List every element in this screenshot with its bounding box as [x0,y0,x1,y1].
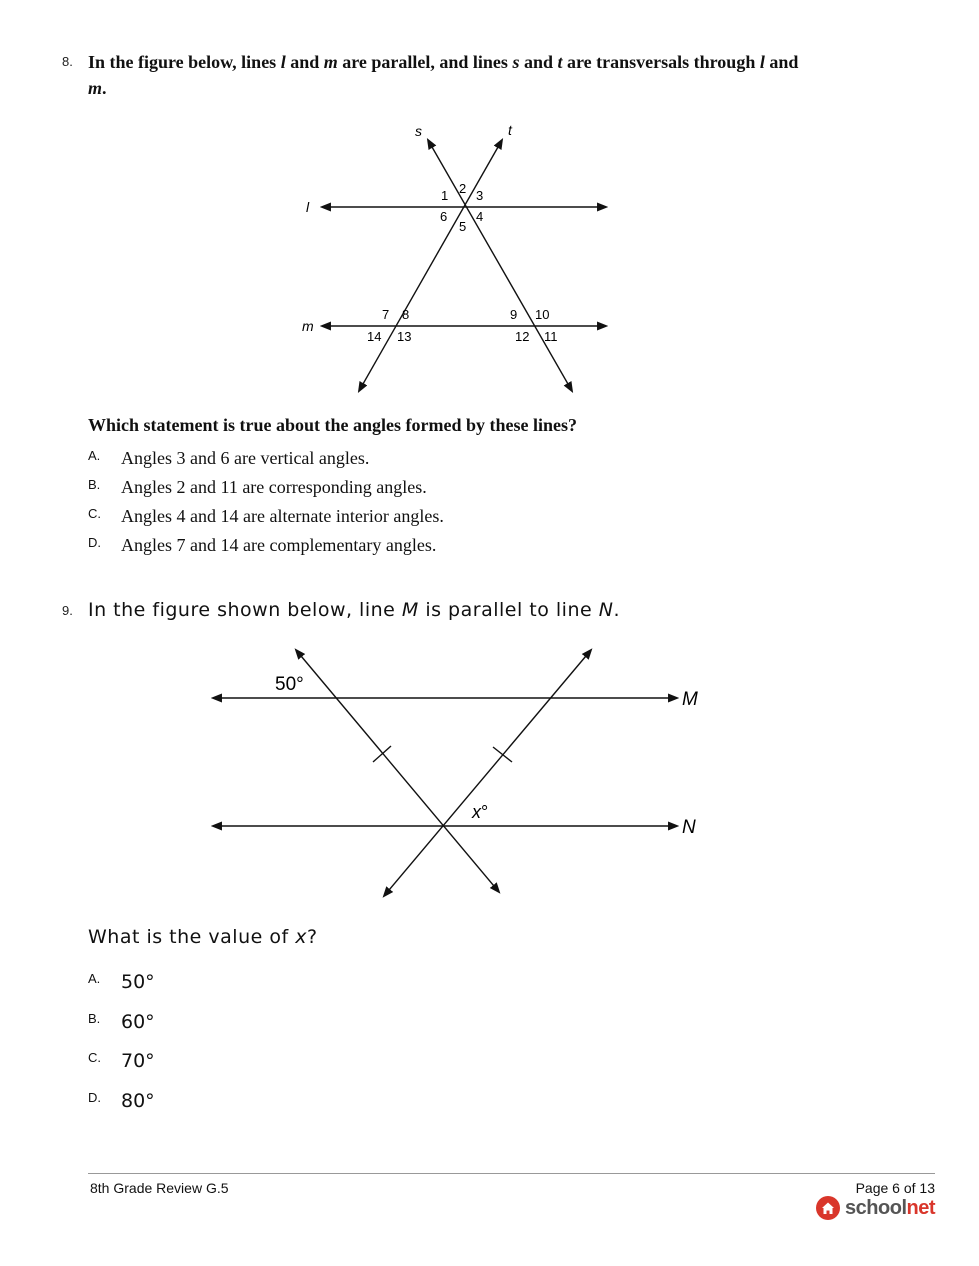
q8-choice-a-letter: A. [88,448,101,463]
q8-stem-line1 [88,49,928,75]
q8-angle-7: 7 [382,307,390,322]
q8-angle-2: 2 [459,181,467,196]
q8-angle-1: 1 [441,188,449,203]
q8-choice-c-text: Angles 4 and 14 are alternate interior angles. [121,506,444,526]
q9-label-x-degree: ° [481,802,489,822]
q9-transversal-1 [296,650,499,892]
q8-choice-b-text: Angles 2 and 11 are corresponding angles. [121,477,427,497]
q9-question-seg-1: x [295,926,307,948]
page-number: Page 6 of 13 [855,1180,935,1196]
q9-choice-b-text: 60° [121,1011,155,1033]
q8-stem-line1-seg-2: and [285,52,324,72]
q8-line-s [428,140,572,391]
q8-choice-d[interactable] [88,535,436,556]
q8-angle-14: 14 [367,329,382,344]
q8-number: 8. [62,54,73,69]
q9-question [88,926,318,948]
q8-stem-line2-seg-0: m [88,78,103,98]
q9-stem-seg-3: N [598,599,614,621]
q8-stem-line1-seg-0: In the figure below, lines [88,52,281,72]
q8-stem-line1-seg-1: l [280,52,286,72]
q9-choice-c-letter: C. [88,1050,101,1065]
q9-label-x-var: x [472,802,481,822]
q9-stem-seg-2: is parallel to line [418,599,599,621]
q8-angle-11: 11 [544,329,558,344]
q8-figure [0,115,979,415]
q8-stem-line1-seg-8: are transversals through [562,52,760,72]
q9-label-n: N [682,817,696,838]
q8-angle-5: 5 [459,219,467,234]
q9-stem-seg-4: . [613,599,620,621]
footer-title: 8th Grade Review G.5 [90,1180,229,1196]
q9-choice-a[interactable] [88,971,155,993]
q8-stem-line1-seg-7: t [557,52,563,72]
logo-net: net [906,1196,935,1219]
q9-choice-d-letter: D. [88,1090,101,1105]
q9-choice-b[interactable] [88,1011,155,1033]
q8-stem-line1-seg-3: m [323,52,338,72]
q9-question-seg-2: ? [306,926,318,948]
q8-angle-12: 12 [515,329,530,344]
q9-transversal-2 [384,650,591,896]
schoolnet-logo [815,1195,935,1221]
q9-choice-c[interactable] [88,1050,155,1072]
q9-choice-c-text: 70° [121,1050,155,1072]
q8-choice-c[interactable] [88,506,444,527]
q8-angle-10: 10 [535,307,550,322]
q8-choice-b-letter: B. [88,477,101,492]
q9-choice-a-text: 50° [121,971,155,993]
q8-angle-8: 8 [402,307,410,322]
q8-label-t: t [508,122,512,138]
q9-choice-a-letter: A. [88,971,101,986]
q8-angle-6: 6 [440,209,448,224]
q9-stem [88,599,620,621]
q8-choice-a[interactable] [88,448,369,469]
q8-stem-line1-seg-4: are parallel, and lines [337,52,513,72]
q9-label-x [471,802,488,822]
q9-question-seg-0: What is the value of [88,926,296,948]
q8-choice-a-text: Angles 3 and 6 are vertical angles. [121,448,370,468]
q9-tick-right [493,747,512,762]
q9-stem-seg-1: M [401,599,419,621]
footer-rule [88,1173,935,1174]
q8-angle-4: 4 [476,209,484,224]
q8-stem-line1-seg-6: and [519,52,558,72]
q8-angle-3: 3 [476,188,484,203]
q8-label-s: s [415,123,422,139]
q8-choice-d-text: Angles 7 and 14 are complementary angles. [121,535,437,555]
q8-stem-line2 [88,75,928,101]
q8-stem-line1-seg-9: l [759,52,765,72]
q9-choice-d-text: 80° [121,1090,155,1112]
q8-stem-line1-seg-5: s [512,52,520,72]
q8-stem-line1-seg-10: and [764,52,799,72]
q8-label-l: l [306,199,310,215]
q9-figure [0,640,979,910]
q9-label-m: M [682,689,698,710]
q8-choice-c-letter: C. [88,506,101,521]
logo-wordmark [845,1197,935,1220]
q8-question: Which statement is true about the angles formed by these lines? [88,415,577,435]
q8-choice-d-letter: D. [88,535,101,550]
q8-stem [88,49,928,101]
q8-label-m: m [302,318,314,334]
q9-choice-d[interactable] [88,1090,155,1112]
logo-school: school [845,1196,907,1219]
q8-angle-13: 13 [397,329,412,344]
q9-angle-50: 50° [275,674,304,695]
q8-choice-b[interactable] [88,477,427,498]
q8-stem-line2-seg-1: . [102,78,107,98]
q9-stem-seg-0: In the figure shown below, line [88,599,402,621]
q8-line-t [359,140,502,391]
q8-angle-9: 9 [510,307,518,322]
q9-choice-b-letter: B. [88,1011,101,1026]
house-icon [815,1195,841,1221]
q9-number: 9. [62,603,73,618]
